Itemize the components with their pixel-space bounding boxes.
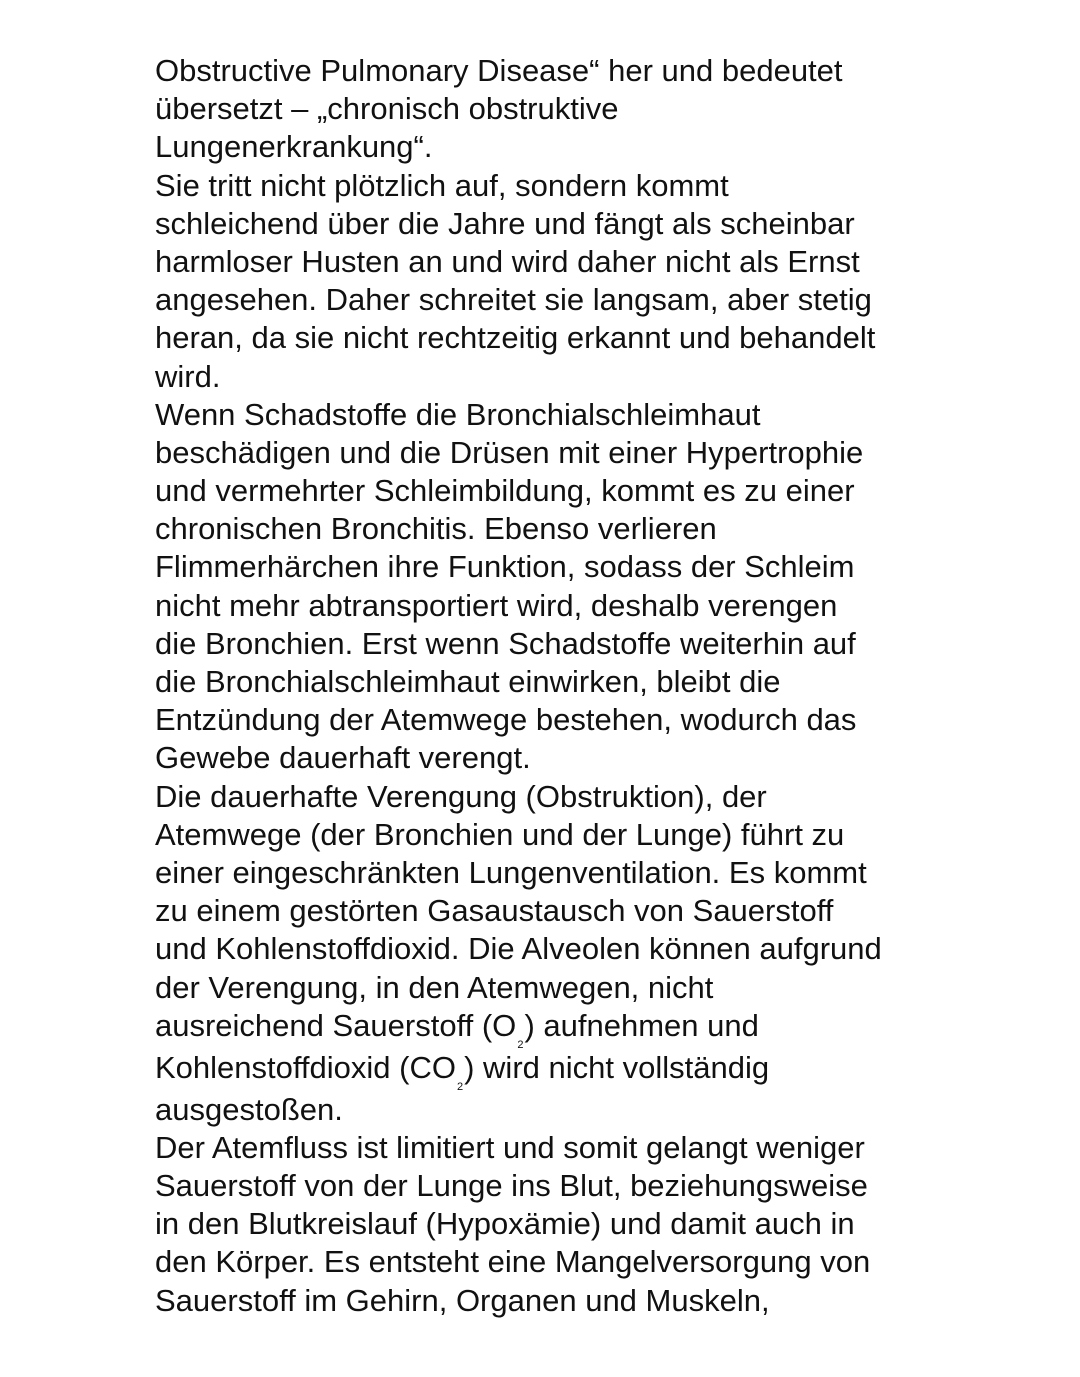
text-line: Obstructive Pulmonary Disease“ her und bedeutet — [155, 53, 843, 88]
text-line: einer eingeschränkten Lungenventilation. Es kommt — [155, 854, 867, 890]
co2-subscript: 2 — [456, 1080, 464, 1093]
text-line: beschädigen und die Drüsen mit einer Hypertrophie — [155, 434, 864, 470]
text-line: Atemwege (der Bronchien und der Lunge) führt zu — [155, 816, 845, 852]
text-line: Sauerstoff im Gehirn, Organen und Muskeln, — [155, 1282, 770, 1318]
text-line: übersetzt – „chronisch obstruktive — [155, 91, 619, 127]
text-line: Lungenerkrankung“. — [155, 129, 433, 165]
text-line: schleichend über die Jahre und fängt als scheinbar — [155, 205, 855, 241]
paragraph-hypoxemia — [155, 1129, 945, 1320]
text-line: Sauerstoff von der Lunge ins Blut, beziehungsweise — [155, 1168, 868, 1204]
co2-text-after: ) wird nicht vollständig — [464, 1049, 770, 1085]
text-line: chronischen Bronchitis. Ebenso verlieren — [155, 511, 717, 547]
text-line: die Bronchialschleimhaut einwirken, bleibt die — [155, 664, 781, 699]
o2-subscript: 2 — [517, 1038, 524, 1051]
text-line: und vermehrter Schleimbildung, kommt es zu einer — [155, 473, 855, 509]
text-line: Der Atemfluss ist limitiert und somit gelangt weniger — [155, 1129, 865, 1165]
o2-text-after: ) aufnehmen und — [524, 1007, 759, 1043]
document-body-text — [155, 52, 945, 1320]
text-line: und Kohlenstoffdioxid. Die Alveolen können aufgrund — [155, 931, 882, 967]
text-line: wird. — [155, 358, 221, 394]
paragraph-obstruction — [155, 778, 945, 1129]
text-line: harmloser Husten an und wird daher nicht als Ernst — [155, 243, 860, 279]
paragraph-bronchitis — [155, 396, 945, 778]
text-line: Sie tritt nicht plötzlich auf, sondern kommt — [155, 167, 729, 203]
text-line: Entzündung der Atemwege bestehen, wodurch das — [155, 702, 857, 738]
text-line: angesehen. Daher schreitet sie langsam, aber stetig — [155, 282, 872, 318]
paragraph-onset — [155, 167, 945, 396]
co2-text-before: Kohlenstoffdioxid (CO — [155, 1049, 456, 1085]
text-line: den Körper. Es entsteht eine Mangelversorgung von — [155, 1244, 871, 1280]
paragraph-copd-definition — [155, 52, 945, 167]
text-line: nicht mehr abtransportiert wird, deshalb verengen — [155, 587, 838, 623]
text-line: Flimmerhärchen ihre Funktion, sodass der Schleim — [155, 549, 855, 585]
text-line: in den Blutkreislauf (Hypoxämie) und damit auch in — [155, 1206, 855, 1242]
text-line: zu einem gestörten Gasaustausch von Sauerstoff — [155, 893, 834, 929]
text-line: Wenn Schadstoffe die Bronchialschleimhaut — [155, 396, 761, 432]
text-line: der Verengung, in den Atemwegen, nicht — [155, 969, 714, 1005]
o2-text-before: ausreichend Sauerstoff (O — [155, 1007, 517, 1043]
text-line: ausgestoßen. — [155, 1091, 343, 1127]
text-line-o2 — [155, 1007, 945, 1049]
text-line: Die dauerhafte Verengung (Obstruktion), der — [155, 778, 767, 814]
text-line: die Bronchien. Erst wenn Schadstoffe weiterhin auf — [155, 625, 856, 661]
text-line-co2 — [155, 1049, 945, 1091]
text-line: heran, da sie nicht rechtzeitig erkannt und behandelt — [155, 320, 876, 356]
text-line: Gewebe dauerhaft verengt. — [155, 740, 531, 776]
